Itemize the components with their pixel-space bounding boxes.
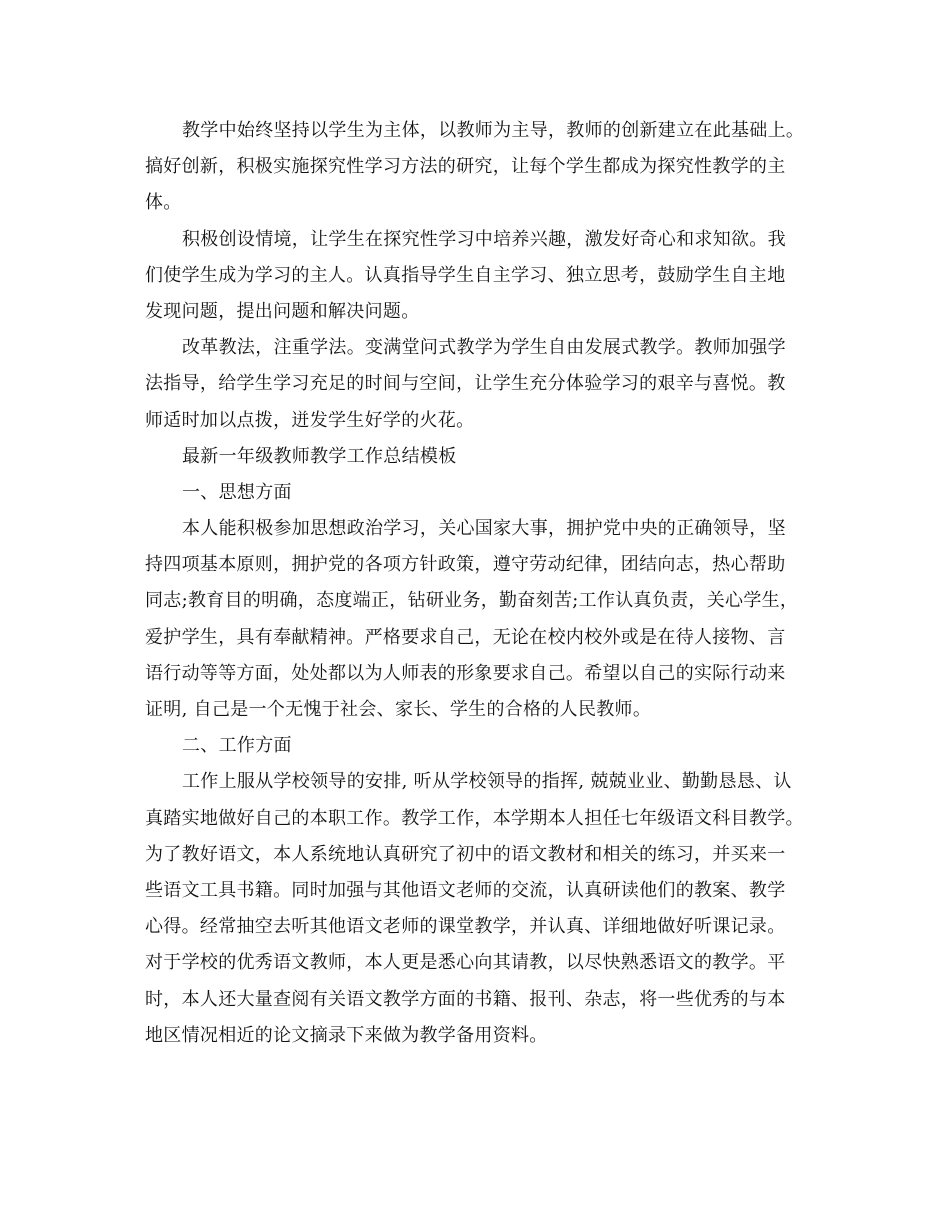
text-line: 改革教法，注重学法。变满堂问式教学为学生自由发展式教学。教师加强学 (182, 337, 786, 359)
text-line: 对于学校的优秀语文教师，本人更是悉心向其请教，以尽快熟悉语文的教学。平 (145, 952, 786, 974)
document-body (145, 113, 805, 1054)
text-line: 为了教好语文，本人系统地认真研究了初中的语文教材和相关的练习，并买来一 (145, 843, 786, 865)
text-line: 同志;教育目的明确，态度端正，钻研业务，勤奋刻苦;工作认真负责，关心学生， (145, 590, 799, 612)
text-line: 法指导，给学生学习充足的时间与空间，让学生充分体验学习的艰辛与喜悦。教 (145, 373, 786, 395)
text-line: 教学中始终坚持以学生为主体，以教师为主导，教师的创新建立在此基础上。 (182, 120, 805, 141)
text-line: 最新一年级教师教学工作总结模板 (182, 445, 457, 467)
text-line: 搞好创新，积极实施探究性学习方法的研究，让每个学生都成为探究性教学的主 (145, 156, 786, 178)
text-line: 工作上服从学校领导的安排, 听从学校领导的指挥, 兢兢业业、勤勤恳恳、认 (182, 771, 792, 793)
text-line: 真踏实地做好自己的本职工作。教学工作，本学期本人担任七年级语文科目教学。 (145, 807, 804, 829)
text-line: 心得。经常抽空去听其他语文老师的课堂教学，并认真、详细地做好听课记录。 (145, 916, 786, 938)
text-line: 二、工作方面 (182, 735, 292, 757)
text-line: 地区情况相近的论文摘录下来做为教学备用资料。 (145, 1024, 548, 1046)
text-line: 们使学生成为学习的主人。认真指导学生自主学习、独立思考，鼓励学生自主地 (145, 264, 786, 286)
text-line: 本人能积极参加思想政治学习，关心国家大事，拥护党中央的正确领导，坚 (182, 518, 786, 540)
text-line: 些语文工具书籍。同时加强与其他语文老师的交流，认真研读他们的教案、教学 (145, 879, 786, 901)
text-line: 一、思想方面 (182, 481, 292, 503)
text-line: 积极创设情境，让学生在探究性学习中培养兴趣，激发好奇心和求知欲。我 (182, 228, 786, 250)
text-line: 发现问题，提出问题和解决问题。 (145, 300, 420, 322)
text-line: 爱护学生，具有奉献精神。严格要求自己，无论在校内校外或是在待人接物、言 (145, 626, 786, 648)
text-line: 时，本人还大量查阅有关语文教学方面的书籍、报刊、杂志，将一些优秀的与本 (145, 988, 786, 1010)
text-line: 体。 (145, 192, 182, 214)
text-line: 师适时加以点拨，迸发学生好学的火花。 (145, 409, 475, 431)
text-line: 持四项基本原则，拥护党的各项方针政策，遵守劳动纪律，团结向志，热心帮助 (145, 554, 786, 576)
text-line: 证明, 自己是一个无愧于社会、家长、学生的合格的人民教师。 (145, 699, 652, 720)
text-line: 语行动等等方面，处处都以为人师表的形象要求自己。希望以自己的实际行动来 (145, 662, 786, 684)
